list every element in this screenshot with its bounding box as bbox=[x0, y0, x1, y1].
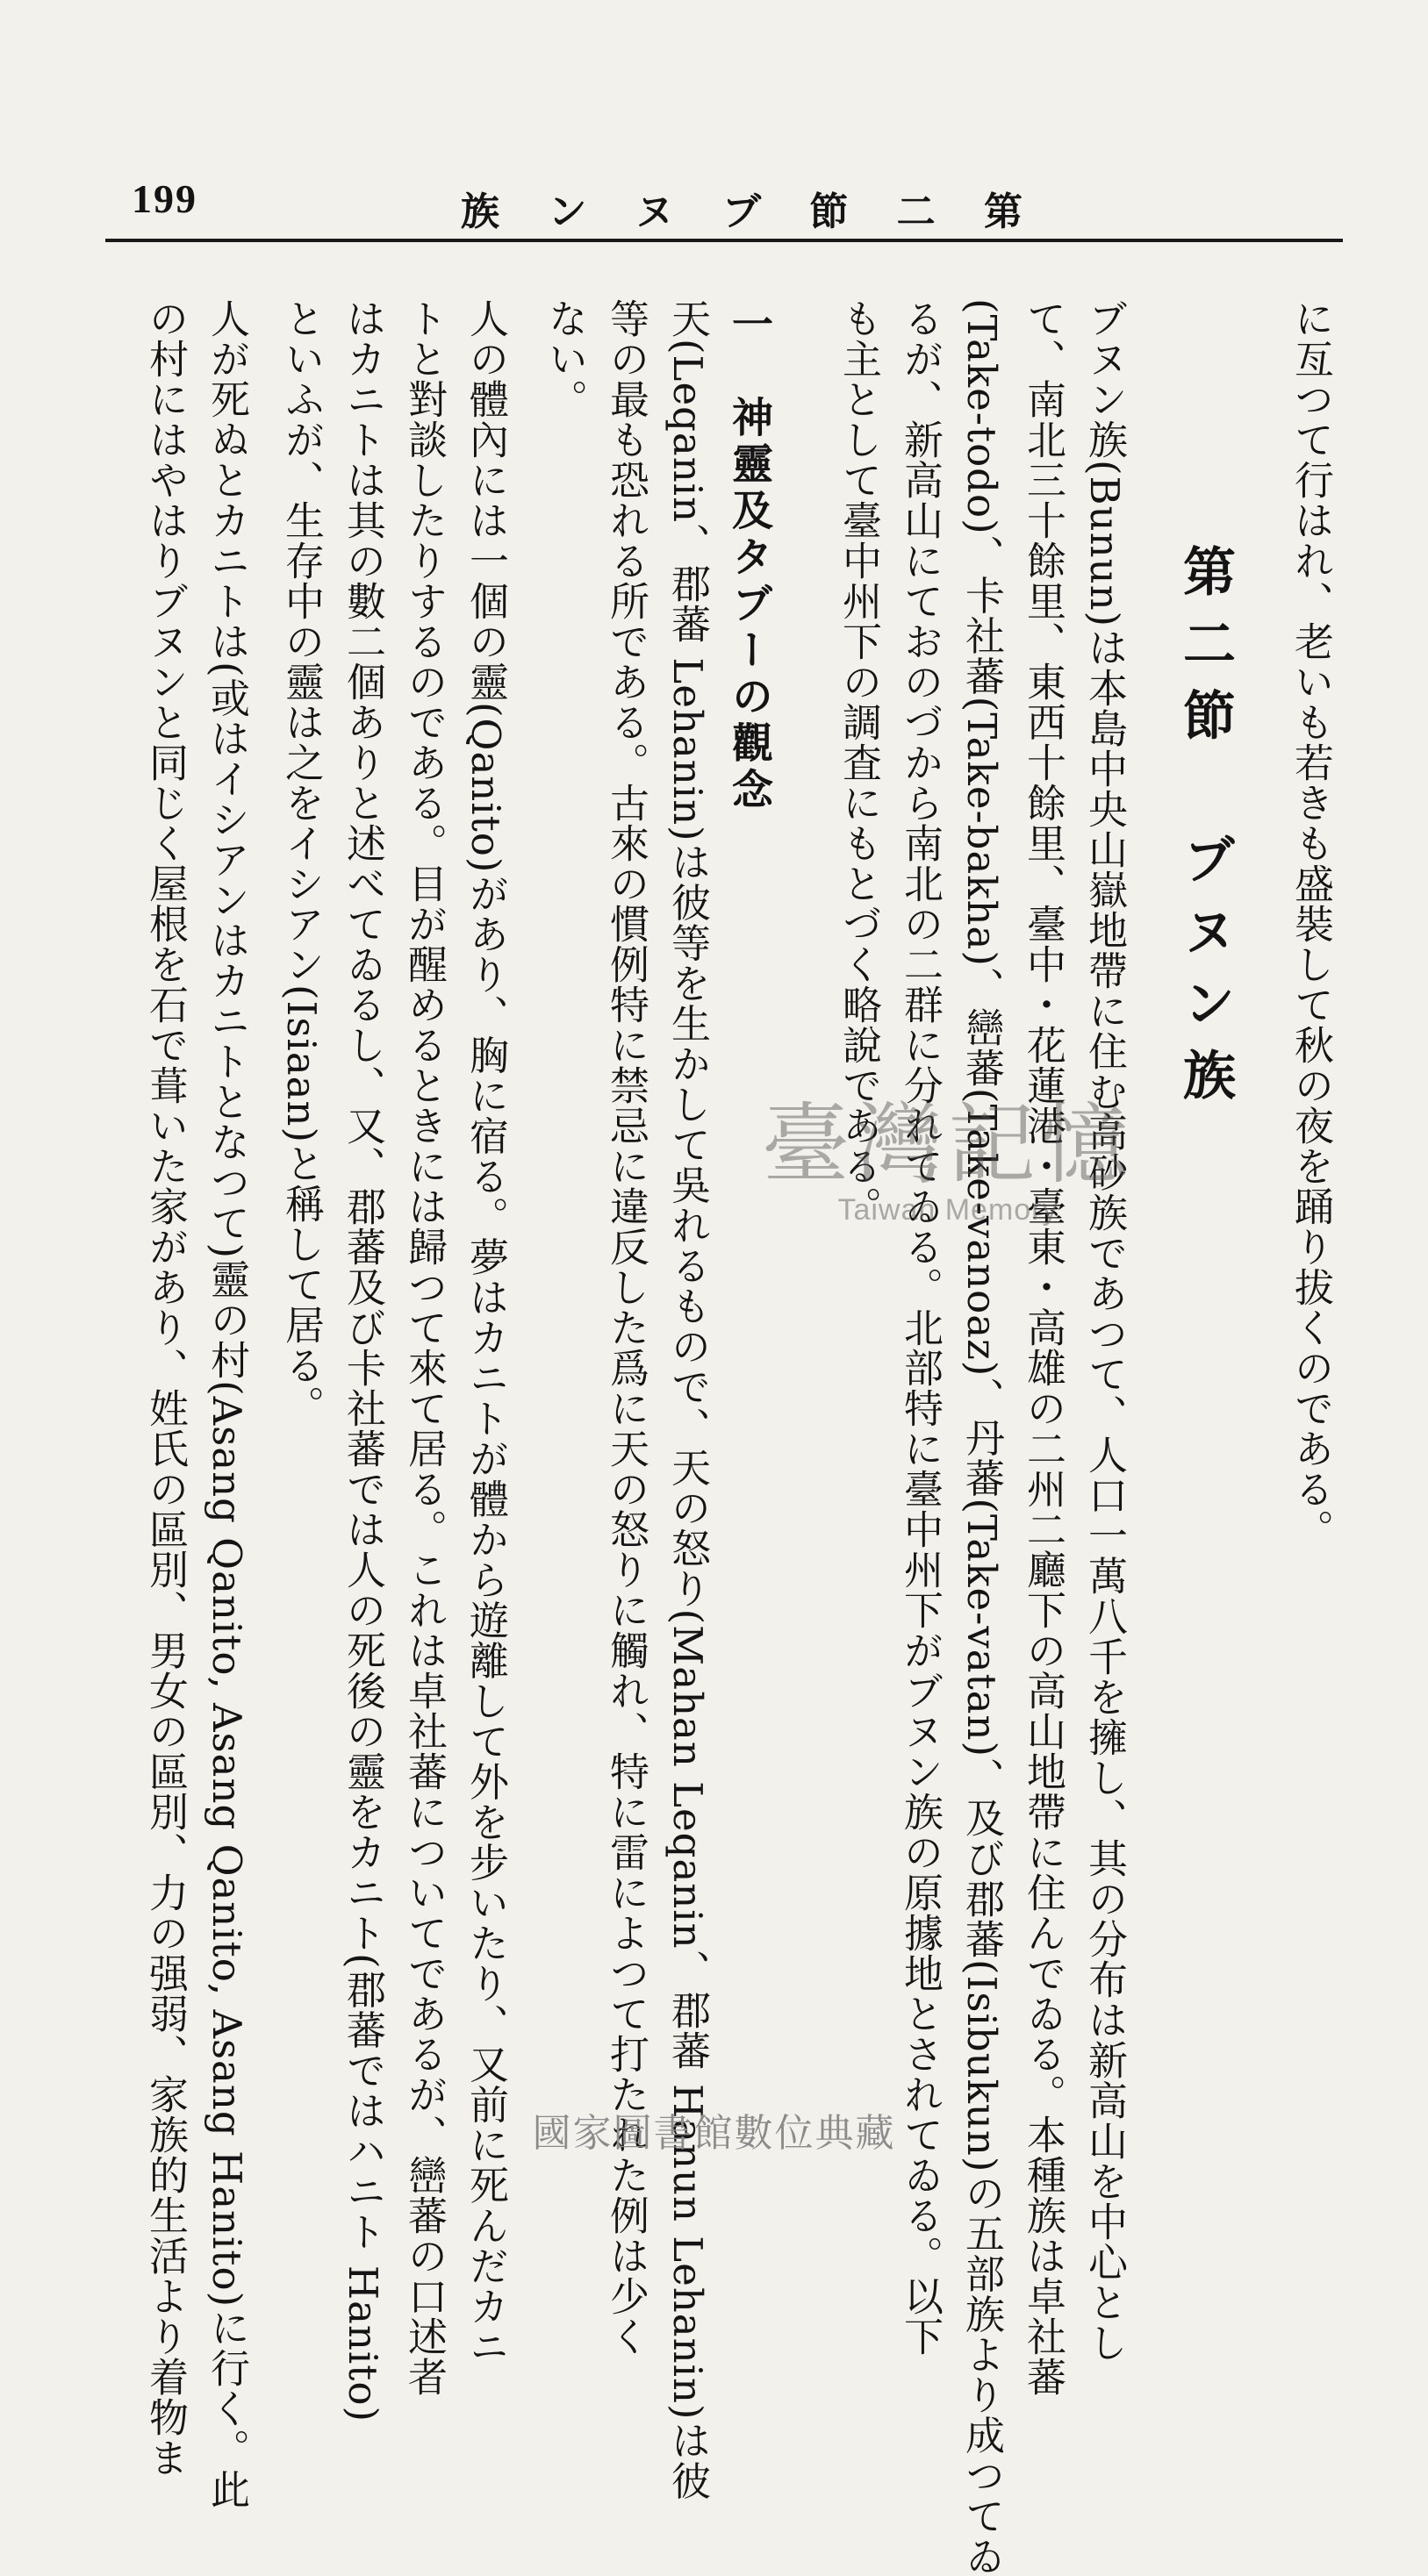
running-title-char: 二 bbox=[896, 190, 936, 234]
text-column: トと對談したりするのである。目が醒めるときには歸つて來て居る。これは卓社蕃についてであるが、巒蕃の口述者 bbox=[401, 298, 448, 2397]
running-title bbox=[461, 180, 1023, 236]
running-title-char: 族 bbox=[461, 190, 499, 234]
text-column: 等の最も恐れる所である。古來の慣例特に禁忌に違反した爲に天の怒りに觸れ、特に雷によつて打たれた例は少く bbox=[603, 298, 649, 2357]
text-column: に亙つて行はれ、老いも若きも盛裝して秋の夜を踊り拔くのである。 bbox=[1288, 298, 1334, 1549]
watermark-chinese: 臺灣記憶 bbox=[762, 1093, 1134, 1196]
text-column: ブヌン族(Bunun)は本島中央山嶽地帶に住む高砂族であつて、人口一萬八千を擁し、其の分布は新高山を中心とし bbox=[1081, 298, 1128, 2364]
running-title-char: 第 bbox=[983, 190, 1023, 234]
running-title-char: ヌ bbox=[635, 190, 674, 234]
watermark-english: Taiwan Memory bbox=[837, 1193, 1058, 1227]
text-column: (Take-todo)、卡社蕃(Take-bakha)、巒蕃(Take-vanoaz)、丹蕃(Take-vatan)、及び郡蕃(Isibukun)の五部族より成つてゐ bbox=[958, 298, 1005, 2576]
subsection-heading: 一 神靈及タブーの觀念 bbox=[725, 303, 773, 814]
text-column: ない。 bbox=[542, 298, 588, 419]
text-column: の村にはやはりブヌンと同じく屋根を石で葺いた家があり、姓氏の區別、男女の區別、力の强弱、家族的生活より着物ま bbox=[142, 298, 189, 2478]
text-column: も主として臺中州下の調査にもとづく略說である。 bbox=[836, 298, 882, 1227]
footer-credit: 國家圖書館數位典藏 bbox=[532, 2111, 896, 2156]
text-column: るが、新高山にておのづから南北の二群に分れてゐる。北部特に臺中州下がブヌン族の原據地とされてゐる。以下 bbox=[897, 298, 944, 2357]
text-column: て、南北三十餘里、東西十餘里、臺中・花蓮港・臺東・高雄の二州二廳下の高山地帶に住んでゐる。本種族は卓社蕃 bbox=[1020, 298, 1066, 2397]
text-column: 人の體內には一個の靈(Qanito)があり、胸に宿る。夢はカニトが體から遊離して外を步いたり、又前に死んだカニ bbox=[463, 298, 509, 2367]
text-column: 人が死ぬとカニトは(或はイシアンはカニトとなつて)靈の村(Asang Qanito, Asang Qanito, Asang Hanito)に行く。此 bbox=[204, 298, 250, 2510]
text-column: 天(Leqanin、郡蕃 Lehanin)は彼等を生かして吳れるもので、天の怒り(Mahan Leqanin、郡蕃 Hanun Lehanin)は彼 bbox=[664, 298, 711, 2501]
header-rule bbox=[105, 239, 1343, 242]
text-column: はカニトは其の數二個ありと述べてゐるし、又、郡蕃及び卡社蕃では人の死後の靈をカニト(郡蕃ではハニト Hanito) bbox=[340, 298, 386, 2423]
running-title-char: ブ bbox=[721, 190, 761, 234]
text-column: といふが、生存中の靈は之をイシアン(Isiaan)と稱して居る。 bbox=[278, 298, 325, 1427]
section-title: 第二節 ブヌン族 bbox=[1174, 544, 1236, 1120]
page-number: 199 bbox=[132, 176, 197, 221]
running-title-char: 節 bbox=[809, 190, 849, 234]
running-title-char: ン bbox=[548, 190, 587, 234]
watermark bbox=[711, 1088, 1185, 1255]
